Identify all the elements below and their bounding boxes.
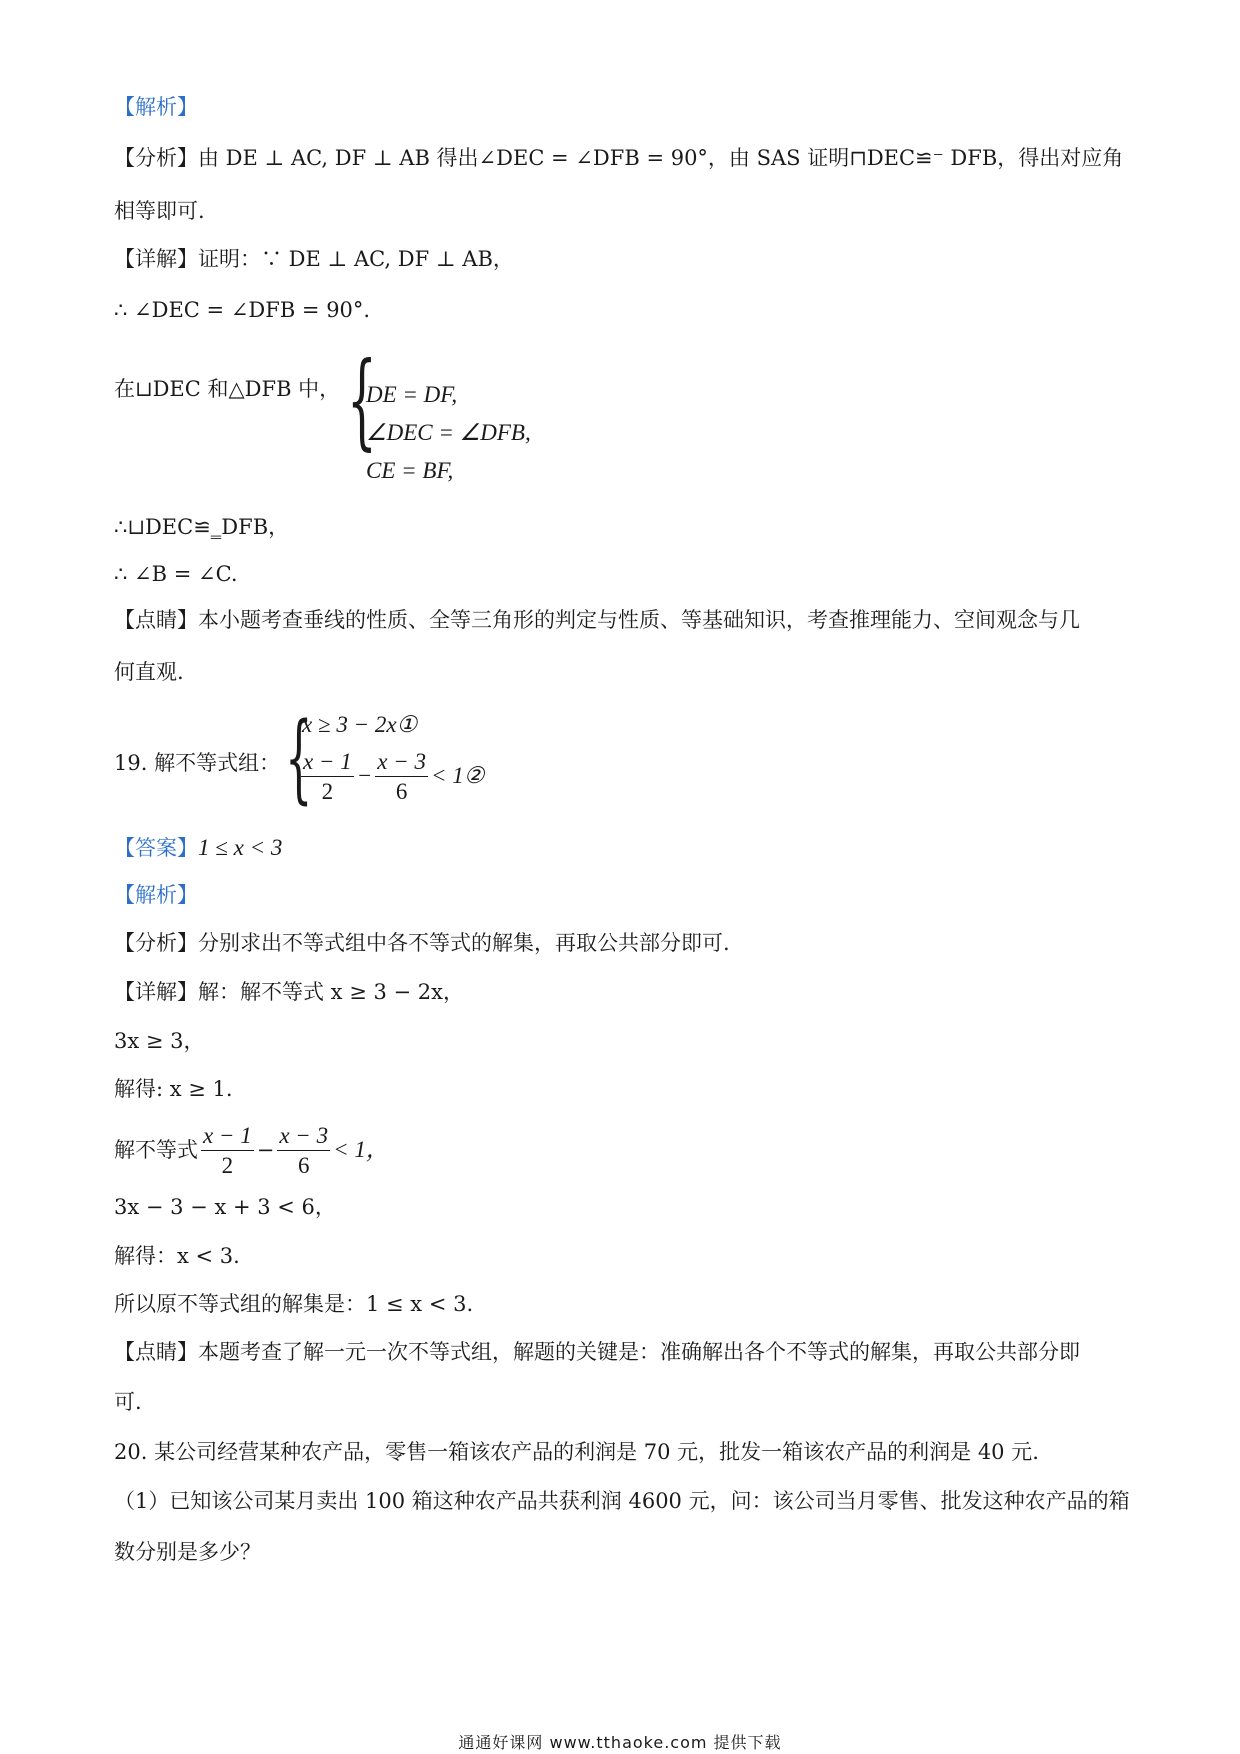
q18-point-line-2: 何直观. <box>114 660 184 684</box>
q19-detail-text: 解：解不等式 x ≥ 3 − 2x， <box>198 980 464 1004</box>
q19-label: 19. 解不等式组： <box>114 751 281 775</box>
fraction-b: $\frac{x - 3}{6}$ <box>377 749 426 804</box>
step3-fraction-b: $\frac{x - 3}{6}$ <box>279 1123 329 1178</box>
q20-part1-line-2: 数分别是多少？ <box>114 1540 261 1564</box>
xiangjie-tag: 【详解】 <box>114 247 198 271</box>
q20-stem: 20. 某公司经营某种农产品，零售一箱该农产品的利润是 70 元，批发一箱该农产品的利润是 40 元. <box>114 1440 1039 1464</box>
q19-inequality-1: x ≥ 3 − 2x① <box>302 712 418 737</box>
q19-point-text: 本题考查了解一元一次不等式组，解题的关键是：准确解出各个不等式的解集，再取公共部分即 <box>198 1340 1080 1364</box>
q19-analysis-text: 分别求出不等式组中各不等式的解集，再取公共部分即可. <box>198 931 730 955</box>
q18-detail-line-3: ∴⊔DEC≌‗DFB， <box>114 515 290 539</box>
q19-detail-line-1 <box>114 977 464 1007</box>
q19-step-2: 解得: x ≥ 1. <box>114 1077 233 1101</box>
q18-analysis-line-1 <box>114 143 1123 173</box>
q19-step-3: 解不等式 $\frac{x - 1}{2}$ − $\frac{x - 3}{6}$ < 1， <box>114 1122 389 1181</box>
q19-point-line-2: 可. <box>114 1390 142 1414</box>
left-brace-icon: { <box>347 339 377 461</box>
q18-detail-line-2: ∴ ∠DEC = ∠DFB = 90°. <box>114 298 371 322</box>
daan-tag: 【答案】 <box>114 836 198 860</box>
q19-jiexi-tag: 【解析】 <box>114 883 198 907</box>
q19-fenxi-tag: 【分析】 <box>114 931 198 955</box>
system-line-1: DE = DF, <box>366 382 458 407</box>
fraction-a: $\frac{x - 1}{2}$ <box>303 749 352 804</box>
q19-step-1: 3x ≥ 3， <box>114 1029 205 1053</box>
q19-left-brace-icon: { <box>285 702 313 814</box>
q18-detail-line-4: ∴ ∠B = ∠C. <box>114 562 238 586</box>
q18-in-triangle-text: 在⊔DEC 和△DFB 中， <box>114 377 341 401</box>
page-footer: 通通好课网 www.tthaoke.com 提供下载 <box>458 1733 782 1752</box>
dianjing-tag: 【点睛】 <box>114 608 198 632</box>
q19-step-4: 3x − 3 − x + 3 < 6， <box>114 1195 336 1219</box>
q19-step-5: 解得：x < 3. <box>114 1244 240 1268</box>
q18-analysis-line-2: 相等即可. <box>114 199 205 223</box>
q20-part1-line-1: （1）已知该公司某月卖出 100 箱这种农产品共获利润 4600 元，问：该公司当月零售、批发这种农产品的箱 <box>114 1489 1130 1513</box>
q19-step-6: 所以原不等式组的解集是：1 ≤ x < 3. <box>114 1292 474 1316</box>
step3-fraction-a: $\frac{x - 1}{2}$ <box>203 1123 252 1178</box>
system-line-3: CE = BF, <box>366 458 454 483</box>
jiexi-tag: 【解析】 <box>114 95 198 119</box>
q19-analysis-line <box>114 928 730 958</box>
q19-answer-line <box>114 833 282 863</box>
q19-point-line-1 <box>114 1337 1080 1367</box>
q18-point-text: 本小题考查垂线的性质、全等三角形的判定与性质、等基础知识，考查推理能力、空间观念与几 <box>198 608 1080 632</box>
q18-detail-line-1 <box>114 244 514 274</box>
q18-analysis-text: 由 DE ⊥ AC, DF ⊥ AB 得出∠DEC = ∠DFB = 90°，由 SAS 证明⊓DEC≌⁻ DFB，得出对应角 <box>198 146 1124 170</box>
q19-dianjing-tag: 【点睛】 <box>114 1340 198 1364</box>
q19-inequality-2: $\frac{x - 1}{2}$ − $\frac{x - 3}{6}$ < 1② <box>298 748 484 807</box>
q18-detail-text: 证明：∵ DE ⊥ AC, DF ⊥ AB， <box>198 247 514 271</box>
fenxi-tag: 【分析】 <box>114 146 198 170</box>
system-line-2: ∠DEC = ∠DFB, <box>366 420 531 445</box>
q19-answer-value: 1 ≤ x < 3 <box>198 835 283 860</box>
q18-point-line-1 <box>114 605 1080 635</box>
q19-xiangjie-tag: 【详解】 <box>114 980 198 1004</box>
